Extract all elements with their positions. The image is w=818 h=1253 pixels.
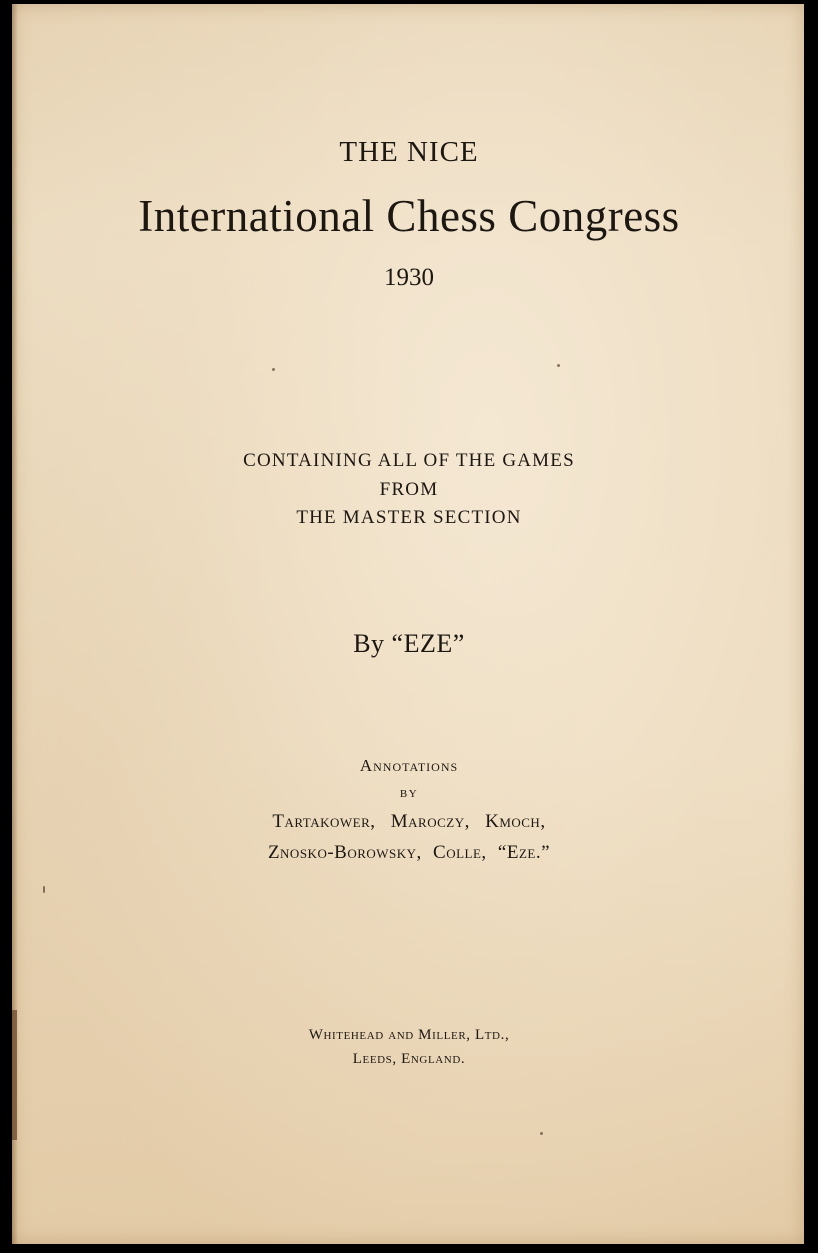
subtitle-line-1: CONTAINING ALL OF THE GAMES [243,450,575,471]
annotators-line-2: Znosko-Borowsky, Colle, “Eze.” [267,842,551,863]
paper-speck [540,1132,543,1135]
paper-speck [557,364,560,367]
annotators-line-1: Tartakower, Maroczy, Kmoch, [272,811,546,832]
subtitle-line-3: THE MASTER SECTION [296,507,522,528]
year: 1930 [384,264,434,291]
annotations-by: by [399,785,419,801]
title-line-1: THE NICE [339,136,479,168]
author-line: By “EZE” [353,629,465,658]
paper-speck [272,368,275,371]
publisher-line-2: Leeds, England. [352,1051,466,1067]
subtitle-line-2: FROM [379,479,439,500]
paper-speck [43,886,45,893]
annotations-heading: Annotations [359,756,459,775]
publisher-line-1: Whitehead and Miller, Ltd., [308,1027,510,1043]
title-line-2: International Chess Congress [138,191,680,241]
